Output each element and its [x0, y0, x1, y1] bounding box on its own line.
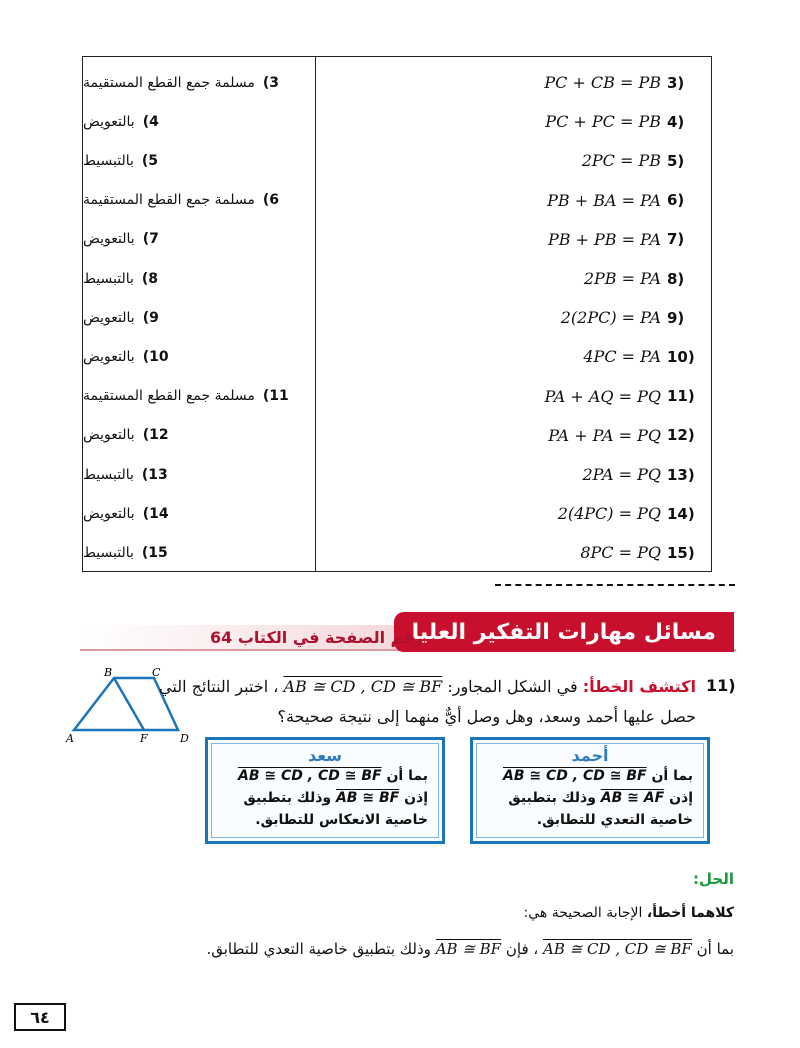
- reason-number: 15): [141, 544, 168, 561]
- ahmad-line-3: خاصية التعدي للتطابق.: [536, 812, 693, 828]
- solution-since: بما أن: [696, 940, 734, 958]
- label-f: F: [140, 732, 148, 745]
- proof-row: [83, 141, 711, 180]
- statement-text: PB + BA = PA: [547, 190, 661, 210]
- proof-row: [83, 377, 711, 416]
- proof-reason: [83, 141, 307, 180]
- reason-number: 5): [141, 152, 159, 169]
- reason-text: بالتعويض: [83, 309, 135, 326]
- ahmad-given: AB ≅ CD , CD ≅ BF: [503, 768, 647, 784]
- proof-row: [83, 181, 711, 220]
- statement-text: 8PC = PQ: [580, 543, 661, 563]
- proof-row: [83, 298, 711, 337]
- proof-reason: [83, 181, 307, 220]
- proof-statement: [315, 377, 711, 416]
- problem-heading: اكتشف الخطأ:: [582, 677, 696, 696]
- statement-text: PA + PA = PQ: [548, 425, 661, 445]
- reason-text: بالتعويض: [83, 348, 135, 365]
- reason-number: 9): [142, 309, 159, 326]
- statement-number: 9): [667, 308, 685, 327]
- reason-text: بالتبسيط: [83, 544, 134, 561]
- reason-number: 7): [142, 231, 159, 248]
- statement-text: PB + PB = PA: [547, 229, 661, 249]
- statement-number: 12): [667, 426, 695, 445]
- saad-then: إذن: [404, 790, 428, 806]
- label-d: D: [180, 732, 189, 745]
- proof-reason: [83, 220, 307, 259]
- statement-number: 4): [667, 112, 685, 131]
- book-page-ref: رقم الصفحة في الكتاب 64: [210, 628, 423, 647]
- proof-statement: [315, 455, 711, 494]
- ahmad-line-2: [477, 787, 703, 809]
- proof-table: [82, 56, 712, 572]
- proof-row: [83, 63, 711, 102]
- reason-number: 3): [262, 74, 279, 91]
- proof-row: [83, 102, 711, 141]
- saad-line-2: [212, 787, 438, 809]
- proof-row: [83, 337, 711, 376]
- ahmad-box: [470, 737, 710, 844]
- statement-text: 2PC = PB: [581, 151, 661, 171]
- proof-row: [83, 455, 711, 494]
- proof-row: [83, 220, 711, 259]
- proof-statement: [315, 416, 711, 455]
- reason-text: مسلمة جمع القطع المستقيمة: [83, 388, 255, 405]
- statement-number: 10): [667, 347, 695, 366]
- saad-by: وذلك بتطبيق: [243, 790, 332, 806]
- proof-statement: [315, 220, 711, 259]
- proof-reason: [83, 377, 307, 416]
- reason-text: مسلمة جمع القطع المستقيمة: [83, 192, 255, 209]
- reason-text: بالتبسيط: [83, 466, 134, 483]
- saad-box: [205, 737, 445, 844]
- reason-number: 6): [262, 192, 279, 209]
- proof-reason: [83, 455, 307, 494]
- reason-text: بالتعويض: [83, 427, 135, 444]
- label-b: B: [104, 666, 113, 679]
- reason-text: بالتعويض: [83, 113, 135, 130]
- ahmad-then: إذن: [669, 790, 693, 806]
- proof-reason: [83, 259, 307, 298]
- problem-text: [136, 672, 696, 732]
- saad-given: AB ≅ CD , CD ≅ BF: [238, 768, 382, 784]
- proof-statement: [315, 181, 711, 220]
- statement-number: 15): [667, 543, 695, 562]
- proof-reason: [83, 337, 307, 376]
- reason-number: 14): [142, 505, 169, 522]
- reason-text: مسلمة جمع القطع المستقيمة: [83, 74, 255, 91]
- statement-number: 8): [667, 269, 685, 288]
- proof-statement: [315, 259, 711, 298]
- reason-number: 10): [142, 348, 169, 365]
- problem-question: ، اختبر النتائج التي حصل عليها أحمد وسعد، وهل وصل أيٌّ منهما إلى نتيجة صحيحة؟: [159, 677, 696, 726]
- statement-text: 4PC = PA: [583, 347, 661, 367]
- solution-line-2: [206, 940, 734, 958]
- reason-number: 12): [142, 427, 169, 444]
- reason-text: بالتبسيط: [83, 270, 134, 287]
- statement-text: PA + AQ = PQ: [544, 386, 661, 406]
- statement-number: 11): [667, 387, 695, 406]
- saad-line-1: [212, 765, 438, 787]
- problem-math: AB ≅ CD , CD ≅ BF: [283, 677, 443, 696]
- statement-number: 14): [667, 504, 695, 523]
- problem-intro: في الشكل المجاور:: [447, 677, 578, 696]
- saad-name: سعد: [307, 746, 342, 765]
- proof-statement: [315, 337, 711, 376]
- ahmad-name: أحمد: [571, 746, 609, 765]
- label-a: A: [66, 732, 74, 745]
- proof-row: [83, 416, 711, 455]
- statement-number: 3): [667, 73, 685, 92]
- saad-conclusion: AB ≅ BF: [335, 790, 400, 806]
- ahmad-conclusion: AB ≅ AF: [600, 790, 665, 806]
- reason-number: 13): [141, 466, 168, 483]
- solution-verdict: كلاهما أخطأ،: [646, 905, 734, 921]
- proof-reason: [83, 298, 307, 337]
- reason-text: بالتعويض: [83, 505, 135, 522]
- page-number: ٦٤: [14, 1003, 66, 1031]
- saad-since: بما أن: [386, 768, 428, 784]
- ahmad-line-1: [477, 765, 703, 787]
- proof-reason: [83, 63, 307, 102]
- solution-then: ، فإن: [505, 940, 539, 958]
- reason-number: 11): [262, 388, 289, 405]
- statement-text: 2(4PC) = PQ: [557, 504, 661, 524]
- proof-statement: [315, 298, 711, 337]
- ahmad-by: وذلك بتطبيق: [508, 790, 596, 806]
- proof-row: [83, 533, 711, 572]
- solution-conclusion: AB ≅ BF: [435, 940, 502, 958]
- statement-number: 6): [667, 191, 685, 210]
- proof-reason: [83, 494, 307, 533]
- problem-number: 11): [706, 676, 736, 695]
- proof-statement: [315, 102, 711, 141]
- reason-number: 8): [141, 270, 159, 287]
- label-c: C: [152, 666, 161, 679]
- reason-text: بالتبسيط: [83, 152, 134, 169]
- statement-text: PC + PC = PB: [545, 112, 661, 132]
- statement-number: 5): [667, 151, 685, 170]
- proof-reason: [83, 102, 307, 141]
- proof-statement: [315, 63, 711, 102]
- statement-number: 13): [667, 465, 695, 484]
- proof-statement: [315, 141, 711, 180]
- solution-reason: وذلك بتطبيق خاصية التعدي للتطابق.: [206, 940, 431, 958]
- statement-text: 2PA = PQ: [582, 465, 661, 484]
- solution-line-1: [523, 905, 734, 921]
- banner-title: مسائل مهارات التفكير العليا: [394, 612, 734, 652]
- proof-statement: [315, 494, 711, 533]
- proof-reason: [83, 533, 307, 572]
- proof-row: [83, 259, 711, 298]
- saad-line-3: خاصية الانعكاس للتطابق.: [255, 812, 428, 828]
- proof-reason: [83, 416, 307, 455]
- proof-statement: [315, 533, 711, 572]
- solution-intro: الإجابة الصحيحة هي:: [523, 905, 643, 921]
- statement-text: 2PB = PA: [583, 269, 661, 288]
- reason-text: بالتعويض: [83, 231, 135, 248]
- statement-text: PC + CB = PB: [544, 73, 661, 92]
- reason-number: 4): [142, 113, 159, 130]
- solution-given: AB ≅ CD , CD ≅ BF: [543, 940, 692, 958]
- proof-row: [83, 494, 711, 533]
- dashed-separator: [495, 584, 735, 586]
- statement-number: 7): [667, 230, 685, 249]
- ahmad-since: بما أن: [651, 768, 693, 784]
- statement-text: 2(2PC) = PA: [560, 308, 661, 328]
- solution-heading: الحل:: [693, 870, 734, 888]
